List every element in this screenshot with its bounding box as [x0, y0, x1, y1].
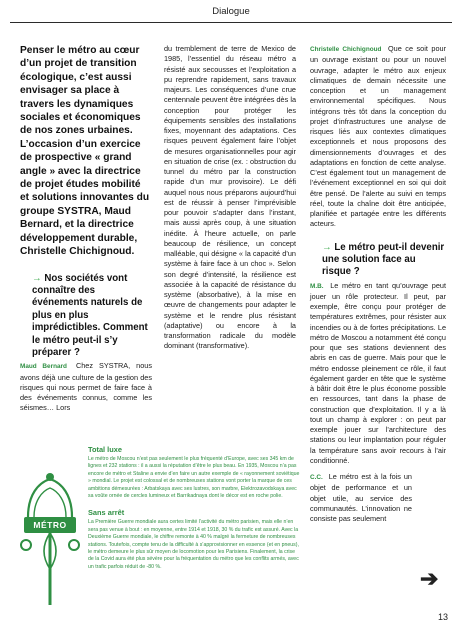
- sidebar-section-1-text: Le métro de Moscou n’est pas seulement le plus fréquenté d’Europe, avec ses 345 km de lignes et 232 stations : il a aussi la réputation d’être le plus beau. En 1935, Moscou n’a pas encore de métro et Staline a envie d’en faire un autre exemple de « rayonnement soviétique » mondial. Le projet est colossal et de nombreuses stations vont porter la marque de ces ambitions démesurées : Arbatskaya avec ses lustres, son marbre, Elektrozavodskaya avec sa voûte ornée de cercles lumineux et Barrikadnaya dont le décor est en roche polie.: [88, 456, 300, 500]
- metro-sign-icon: [20, 445, 80, 605]
- page-number: 13: [438, 612, 449, 622]
- arrow-right-icon: →: [322, 241, 332, 253]
- intro-paragraph: Penser le métro au cœur d’un projet de transition écologique, c’est aussi envisager sa place à travers les dynamiques sociales et économiques de nos zones urbaines. L’occasion d’un exercice de prospective « grand angle » avec la directrice de projet études mobilité et solutions innovantes du groupe SYSTRA, Maud Bernard, et la directrice développement durable, Christelle Chichignoud.: [20, 45, 150, 258]
- sidebar-section-1-title: Total luxe: [88, 445, 122, 454]
- header-rule: [10, 22, 452, 23]
- sidebar-section-1: [88, 445, 302, 500]
- sidebar-section-2-title: Sans arrêt: [88, 508, 125, 518]
- speaker-name: Maud Bernard: [20, 363, 67, 371]
- arrow-right-icon: →: [32, 272, 42, 284]
- speaker-initials: C.C.: [310, 474, 323, 482]
- column-1: [20, 44, 152, 414]
- question-1: [20, 273, 152, 360]
- sidebar-box: [20, 445, 300, 605]
- speaker-name: Christelle Chichignoud: [310, 46, 382, 53]
- answer-1-text-a: Chez SYSTRA, nous avons déjà une culture de la gestion des risques qui nous permet de faire face à des événements connus, comme les séismes… Lors: [20, 361, 153, 413]
- column-3: [310, 44, 446, 524]
- speaker-initials: M.B.: [310, 282, 324, 290]
- sidebar-section-2: [88, 508, 302, 571]
- answer-1-text-b: du tremblement de terre de Mexico de 1985, l’essentiel du réseau métro a résisté aux secousses et l’exploitation a pu reprendre rapidement, sans travaux majeurs. Les conséquences d’une crue centennale peuvent être intégrées dès la conception pour protéger les équipements sensibles des installations fixes, moyennant des adaptations. Ces risques peuvent également faire l’objet de mesures organisationnelles pour agir en situation de crise (ex. : obstruction du tunnel du métro par la construction rapide d’un mur provisoire). Le défi auquel nous nous préparons aujourd’hui est de réussir à penser l’imprévisible pour pouvoir s’adapter dans l’instant, mais aussi après coup, à une situation inédite. À l’heure actuelle, on parle beaucoup de résilience, un concept malléable, qui désigne « la capacité d’un système à faire face à un choc ». Selon son degré d’intensité, la résilience est associée à la capacité de résistance du système (absorbative), à la mise en œuvre de changements pour adapter le système et le rendre plus résistant (adaptative) ou encore à la transformation radicale du modèle dominant (transformative).: [164, 44, 296, 351]
- answer-2-text: Que ce soit pour un ouvrage existant ou pour un nouvel ouvrage, adapter le métro aux enjeux climatiques de demain nécessite une conception et un management environnemental spécifiques. Nous intégrons très tôt dans la conception du projet d’infrastructures une analyse de risques liés aux contextes climatiques exceptionnels et nous proposons des dimensionnements d’ouvrages et des adaptations en fonction de cette analyse. C’est également tout un management de l’événement exceptionnel en soi qui doit être pensé. De l’alerte au suivi en temps réel, toute la chaîne doit être anticipée, planifiée et partagée entre les différents acteurs.: [310, 44, 447, 229]
- arrow-right-icon: ➔: [420, 566, 439, 591]
- answer-3-text: Le métro en tant qu’ouvrage peut jouer un rôle protecteur. Il peut, par exemple, être conçu pour protéger de températures extrêmes, pour résister aux incendies ou à de fortes précipitations. Le métro de Moscou a notamment été conçu pour que ses stations deviennent des abris en cas de guerre. Mais pour que le métro endosse pleinement ce rôle, il faut également garder en tête que le système à bâtir doit être le plus économe possible en ressources, tant dans la phase de construction que d’exploitation. Il y a là tout un champ à explorer : on peut par exemple jouer sur l’architecture des stations ou leur implantation pour réguler la température sans avoir recours à l’air conditionné.: [310, 280, 446, 465]
- sidebar-section-2-text: La Première Guerre mondiale aura certes limité l’activité du métro parisien, mais elle n’en sera pas venue à bout : en moyenne, entre 1914 et 1918, 30 % du trafic est assuré. Avec la Deuxième Guerre mondiale, le chiffre remonte à 40 % malgré la fermeture de nombreuses stations. Toutefois, compte tenu de la difficulté à s’approvisionner en essence (et en pneus), le métro demeure le plus sûr moyen de locomotion pour les Parisiens. Finalement, la crise de la Covid aura été plus sévère pour la fréquentation du métro que les conflits armés, avec un trafic parfois réduit de -80 %.: [88, 519, 299, 570]
- question-2-text: Le métro peut-il devenir une solution face au risque ?: [322, 241, 445, 278]
- question-1-text: Nos sociétés vont connaître des événements naturels de plus en plus imprédictibles. Comment le métro peut-il s’y préparer ?: [32, 272, 148, 358]
- sidebar-text: [88, 445, 302, 579]
- column-2: [164, 44, 296, 352]
- answer-4-text: Le métro est à la fois un objet de performance et un objet utile, au service des communautés. L’innovation ne consiste pas seulement: [310, 472, 412, 524]
- metro-sign-label: MÉTRO: [33, 520, 67, 530]
- answer-4: [310, 472, 446, 524]
- answer-2: [310, 44, 446, 230]
- answer-1-start: [20, 361, 152, 413]
- answer-3: [310, 281, 446, 467]
- section-header: Dialogue: [212, 6, 250, 17]
- question-2: [310, 242, 446, 279]
